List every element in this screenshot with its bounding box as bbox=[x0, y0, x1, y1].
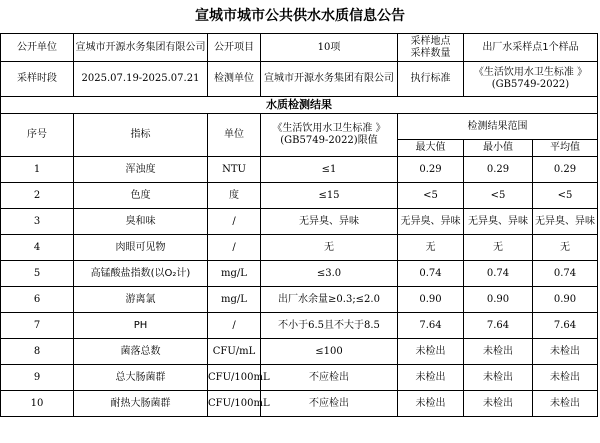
publisher-value: 宣城市开源水务集团有限公司 bbox=[74, 34, 208, 62]
cell-unit: / bbox=[208, 313, 261, 339]
col-header-unit: 单位 bbox=[208, 114, 261, 157]
cell-min: 未检出 bbox=[464, 339, 533, 365]
results-section-row bbox=[1, 97, 598, 114]
cell-avg: 0.90 bbox=[533, 287, 598, 313]
sampling-site-value: 出厂水采样点1个样品 bbox=[464, 34, 598, 62]
cell-max: 无 bbox=[398, 235, 464, 261]
cell-unit: CFU/100mL bbox=[208, 365, 261, 391]
cell-limit: 出厂水余量≥0.3;≤2.0 bbox=[261, 287, 398, 313]
cell-avg: 0.74 bbox=[533, 261, 598, 287]
cell-avg: 7.64 bbox=[533, 313, 598, 339]
cell-min: 无 bbox=[464, 235, 533, 261]
standard-value-line2: (GB5749-2022) bbox=[491, 79, 570, 90]
cell-max: 未检出 bbox=[398, 365, 464, 391]
cell-min: <5 bbox=[464, 183, 533, 209]
cell-unit: NTU bbox=[208, 157, 261, 183]
results-section-title: 水质检测结果 bbox=[1, 97, 598, 114]
cell-no: 8 bbox=[1, 339, 74, 365]
cell-no: 1 bbox=[1, 157, 74, 183]
testing-unit-label: 检测单位 bbox=[208, 62, 261, 97]
cell-limit: ≤3.0 bbox=[261, 261, 398, 287]
cell-min: 未检出 bbox=[464, 391, 533, 417]
results-body bbox=[1, 157, 598, 417]
cell-avg: 未检出 bbox=[533, 391, 598, 417]
notice-table bbox=[0, 33, 598, 417]
table-row bbox=[1, 183, 598, 209]
cell-min: 7.64 bbox=[464, 313, 533, 339]
standard-label: 执行标准 bbox=[398, 62, 464, 97]
col-header-avg: 平均值 bbox=[533, 140, 598, 157]
table-row bbox=[1, 235, 598, 261]
cell-indicator: 臭和味 bbox=[74, 209, 208, 235]
cell-avg: 未检出 bbox=[533, 365, 598, 391]
sampling-period-value: 2025.07.19-2025.07.21 bbox=[74, 62, 208, 97]
info-row-sampling bbox=[1, 62, 598, 97]
cell-indicator: 高锰酸盐指数(以O₂计) bbox=[74, 261, 208, 287]
sampling-period-label: 采样时段 bbox=[1, 62, 74, 97]
cell-indicator: 肉眼可见物 bbox=[74, 235, 208, 261]
standard-value bbox=[464, 62, 598, 97]
cell-indicator: 菌落总数 bbox=[74, 339, 208, 365]
cell-max: 无异臭、异味 bbox=[398, 209, 464, 235]
cell-limit: 无异臭、异味 bbox=[261, 209, 398, 235]
cell-indicator: 耐热大肠菌群 bbox=[74, 391, 208, 417]
cell-limit: 不小于6.5且不大于8.5 bbox=[261, 313, 398, 339]
publisher-label: 公开单位 bbox=[1, 34, 74, 62]
col-header-limit-line1: 《生活饮用水卫生标准 》 bbox=[272, 123, 386, 134]
cell-no: 2 bbox=[1, 183, 74, 209]
table-row bbox=[1, 209, 598, 235]
col-header-limit bbox=[261, 114, 398, 157]
table-row bbox=[1, 261, 598, 287]
table-row bbox=[1, 313, 598, 339]
document-title: 宣城市城市公共供水水质信息公告 bbox=[195, 8, 405, 24]
cell-avg: <5 bbox=[533, 183, 598, 209]
cell-limit: 无 bbox=[261, 235, 398, 261]
sampling-site-label-line2: 采样数量 bbox=[410, 47, 451, 59]
cell-indicator: 色度 bbox=[74, 183, 208, 209]
cell-unit: CFU/100mL bbox=[208, 391, 261, 417]
cell-unit: / bbox=[208, 209, 261, 235]
cell-unit: mg/L bbox=[208, 287, 261, 313]
cell-indicator: PH bbox=[74, 313, 208, 339]
cell-limit: ≤100 bbox=[261, 339, 398, 365]
cell-max: 0.29 bbox=[398, 157, 464, 183]
col-header-min: 最小值 bbox=[464, 140, 533, 157]
testing-unit-value: 宣城市开源水务集团有限公司 bbox=[261, 62, 398, 97]
cell-min: 0.90 bbox=[464, 287, 533, 313]
cell-min: 0.74 bbox=[464, 261, 533, 287]
cell-limit: ≤1 bbox=[261, 157, 398, 183]
col-header-range: 检测结果范围 bbox=[398, 114, 598, 140]
cell-max: <5 bbox=[398, 183, 464, 209]
cell-min: 未检出 bbox=[464, 365, 533, 391]
table-row bbox=[1, 157, 598, 183]
cell-avg: 无异臭、异味 bbox=[533, 209, 598, 235]
cell-no: 9 bbox=[1, 365, 74, 391]
cell-no: 4 bbox=[1, 235, 74, 261]
col-header-limit-line2: (GB5749-2022)限值 bbox=[280, 135, 378, 146]
cell-unit: CFU/mL bbox=[208, 339, 261, 365]
cell-indicator: 总大肠菌群 bbox=[74, 365, 208, 391]
cell-no: 3 bbox=[1, 209, 74, 235]
cell-avg: 未检出 bbox=[533, 339, 598, 365]
cell-avg: 0.29 bbox=[533, 157, 598, 183]
cell-max: 0.90 bbox=[398, 287, 464, 313]
table-row bbox=[1, 365, 598, 391]
results-header-row-1 bbox=[1, 114, 598, 140]
sampling-site-label-line1: 采样地点 bbox=[410, 35, 451, 47]
cell-limit: ≤15 bbox=[261, 183, 398, 209]
cell-no: 6 bbox=[1, 287, 74, 313]
cell-indicator: 游离氯 bbox=[74, 287, 208, 313]
cell-limit: 不应检出 bbox=[261, 365, 398, 391]
col-header-max: 最大值 bbox=[398, 140, 464, 157]
cell-unit: 度 bbox=[208, 183, 261, 209]
cell-unit: / bbox=[208, 235, 261, 261]
cell-min: 无异臭、异味 bbox=[464, 209, 533, 235]
table-row bbox=[1, 339, 598, 365]
cell-avg: 无 bbox=[533, 235, 598, 261]
cell-unit: mg/L bbox=[208, 261, 261, 287]
cell-max: 未检出 bbox=[398, 391, 464, 417]
items-value: 10项 bbox=[261, 34, 398, 62]
cell-indicator: 浑浊度 bbox=[74, 157, 208, 183]
col-header-no: 序号 bbox=[1, 114, 74, 157]
cell-max: 未检出 bbox=[398, 339, 464, 365]
cell-max: 7.64 bbox=[398, 313, 464, 339]
info-row-publisher bbox=[1, 34, 598, 62]
cell-limit: 不应检出 bbox=[261, 391, 398, 417]
cell-max: 0.74 bbox=[398, 261, 464, 287]
cell-no: 5 bbox=[1, 261, 74, 287]
cell-no: 10 bbox=[1, 391, 74, 417]
standard-value-line1: 《生活饮用水卫生标准 》 bbox=[473, 67, 588, 78]
items-label: 公开项目 bbox=[208, 34, 261, 62]
sampling-site-label bbox=[398, 34, 464, 62]
cell-no: 7 bbox=[1, 313, 74, 339]
table-row bbox=[1, 287, 598, 313]
cell-min: 0.29 bbox=[464, 157, 533, 183]
col-header-indicator: 指标 bbox=[74, 114, 208, 157]
table-row bbox=[1, 391, 598, 417]
